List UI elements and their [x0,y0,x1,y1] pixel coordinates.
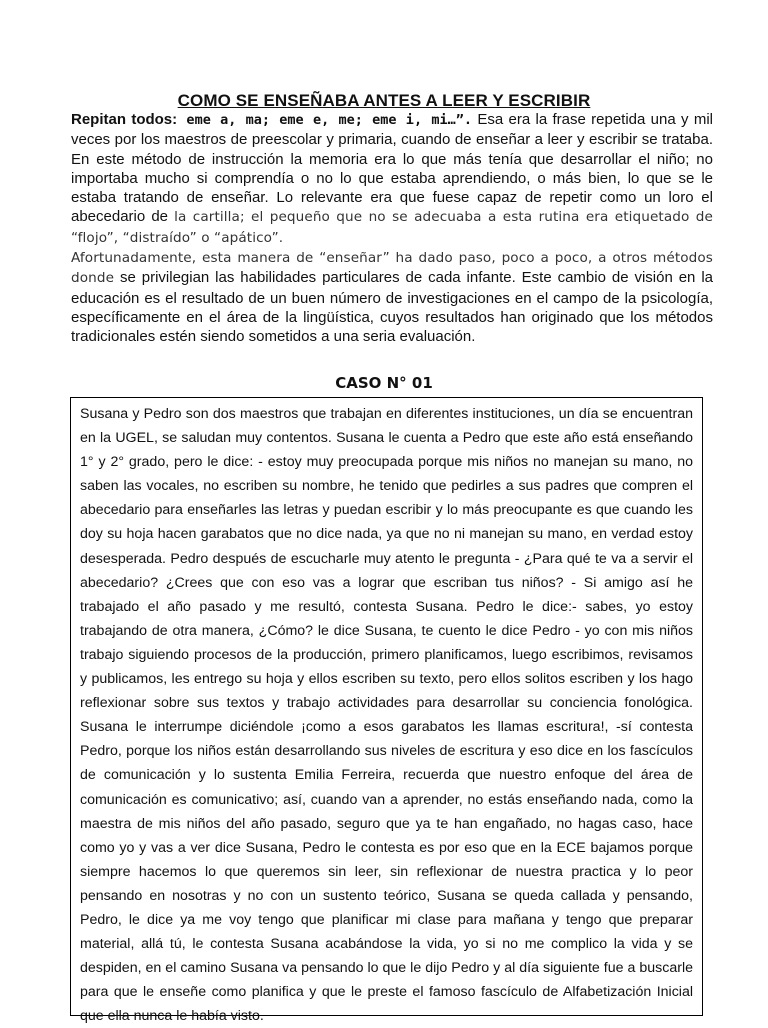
intro-paragraph-2-head: Afortunadamente, esta manera de “enseñar” ha dado paso, poco a poco, a otros métodos donde [71,250,713,287]
intro-paragraph-1-tail: la cartilla; el pequeño que no se adecuaba a esta rutina era etiquetado de “flojo”, “distraído” o “apático”. [71,209,713,246]
intro-paragraph-2-text: se privilegian las habilidades particulares de cada infante. Este cambio de visión en la educación es el resultado de un buen número de investigaciones en el campo de la psicología, específicamente en el área de la lingüística, cuyos resultados han originado que los métodos tradicionales estén siendo sometidos a una seria evaluación. [71,269,713,346]
case-text: Susana y Pedro son dos maestros que trabajan en diferentes instituciones, un día se encuentran en la UGEL, se saludan muy contentos. Susana le cuenta a Pedro que este año está enseñando 1° y 2° grado, pero le dice: - estoy muy preocupada porque mis niños no manejan su mano, no saben las vocales, no escriben su nombre, he tenido que pedirles a sus padres que compren el abecedario para enseñarles las letras y puedan escribir y lo más preocupante es que cuando les doy su hoja hacen garabatos que no dice nada, ya que no ni manejan su mano, en verdad estoy desesperada. Pedro después de escucharle muy atento le pregunta - ¿Para qué te va a servir el abecedario? ¿Crees que con eso vas a lograr que escriban tus niños? - Si amigo así he trabajado el año pasado y me resultó, contesta Susana. Pedro le dice:- sabes, yo estoy trabajando de otra manera, ¿Cómo? le dice Susana, te cuento le dice Pedro - yo con mis niños trabajo siguiendo procesos de la producción, primero planificamos, luego escribimos, revisamos y publicamos, les entrego su hoja y ellos escriben su texto, pero ellos solitos escriben y los hago reflexionar sobre sus textos y trabajo actividades para desarrollar su conciencia fonológica. Susana le interrumpe diciéndole ¡como a esos garabatos les llamas escritura!, -sí contesta Pedro, porque los niños están desarrollando sus niveles de escritura y eso dice en los fascículos de comunicación y lo sustenta Emilia Ferreira, recuerda que nuestro enfoque del área de comunicación es comunicativo; así, cuando van a aprender, no estás enseñando nada, como la maestra de mis niños del año pasado, seguro que ya te han engañado, no hagas caso, hace como yo y vas a ver dice Susana, Pedro le contesta es por eso que en la ECE bajamos porque siempre hacemos lo que queremos sin leer, sin reflexionar de nuestra practica y lo peor pensando en nosotras y no con un sustento teórico, Susana se queda callada y pensando, Pedro, le dice ya me voy tengo que planificar mi clase para mañana y tengo que preparar material, allá tú, le contesta Susana acabándose la vida, yo si no me complico la vida y se despiden, en el camino Susana va pensando lo que le dijo Pedro y al día siguiente fue a buscarle para que le enseñe como planifica y que le preste el famoso fascículo de Alfabetización Inicial que ella nunca le había visto. [80,406,693,1025]
intro-lead-chant: eme a, ma; eme e, me; eme i, mi…”. [177,112,472,128]
intro-paragraph-1 [71,110,713,248]
intro-section [71,110,713,347]
case-title: CASO N° 01 [335,374,433,392]
case-box [70,397,703,1025]
intro-paragraph-2 [71,248,713,346]
document-title: COMO SE ENSEÑABA ANTES A LEER Y ESCRIBIR [177,91,591,110]
intro-paragraph-1-text: Esa era la frase repetida una y mil veces por los maestros de preescolar y primaria, cuando de enseñar a leer y escribir se trataba. En este método de instrucción la memoria era lo que más tenía que desarrollar el niño; no importaba mucho si comprendía o no lo que estaba aprendiendo, o más bien, lo que se le estaba tratando de enseñar. Lo relevante era que fuese capaz de repetir como un loro el abecedario de [71,111,713,226]
intro-lead-label: Repitan todos: [71,111,178,128]
